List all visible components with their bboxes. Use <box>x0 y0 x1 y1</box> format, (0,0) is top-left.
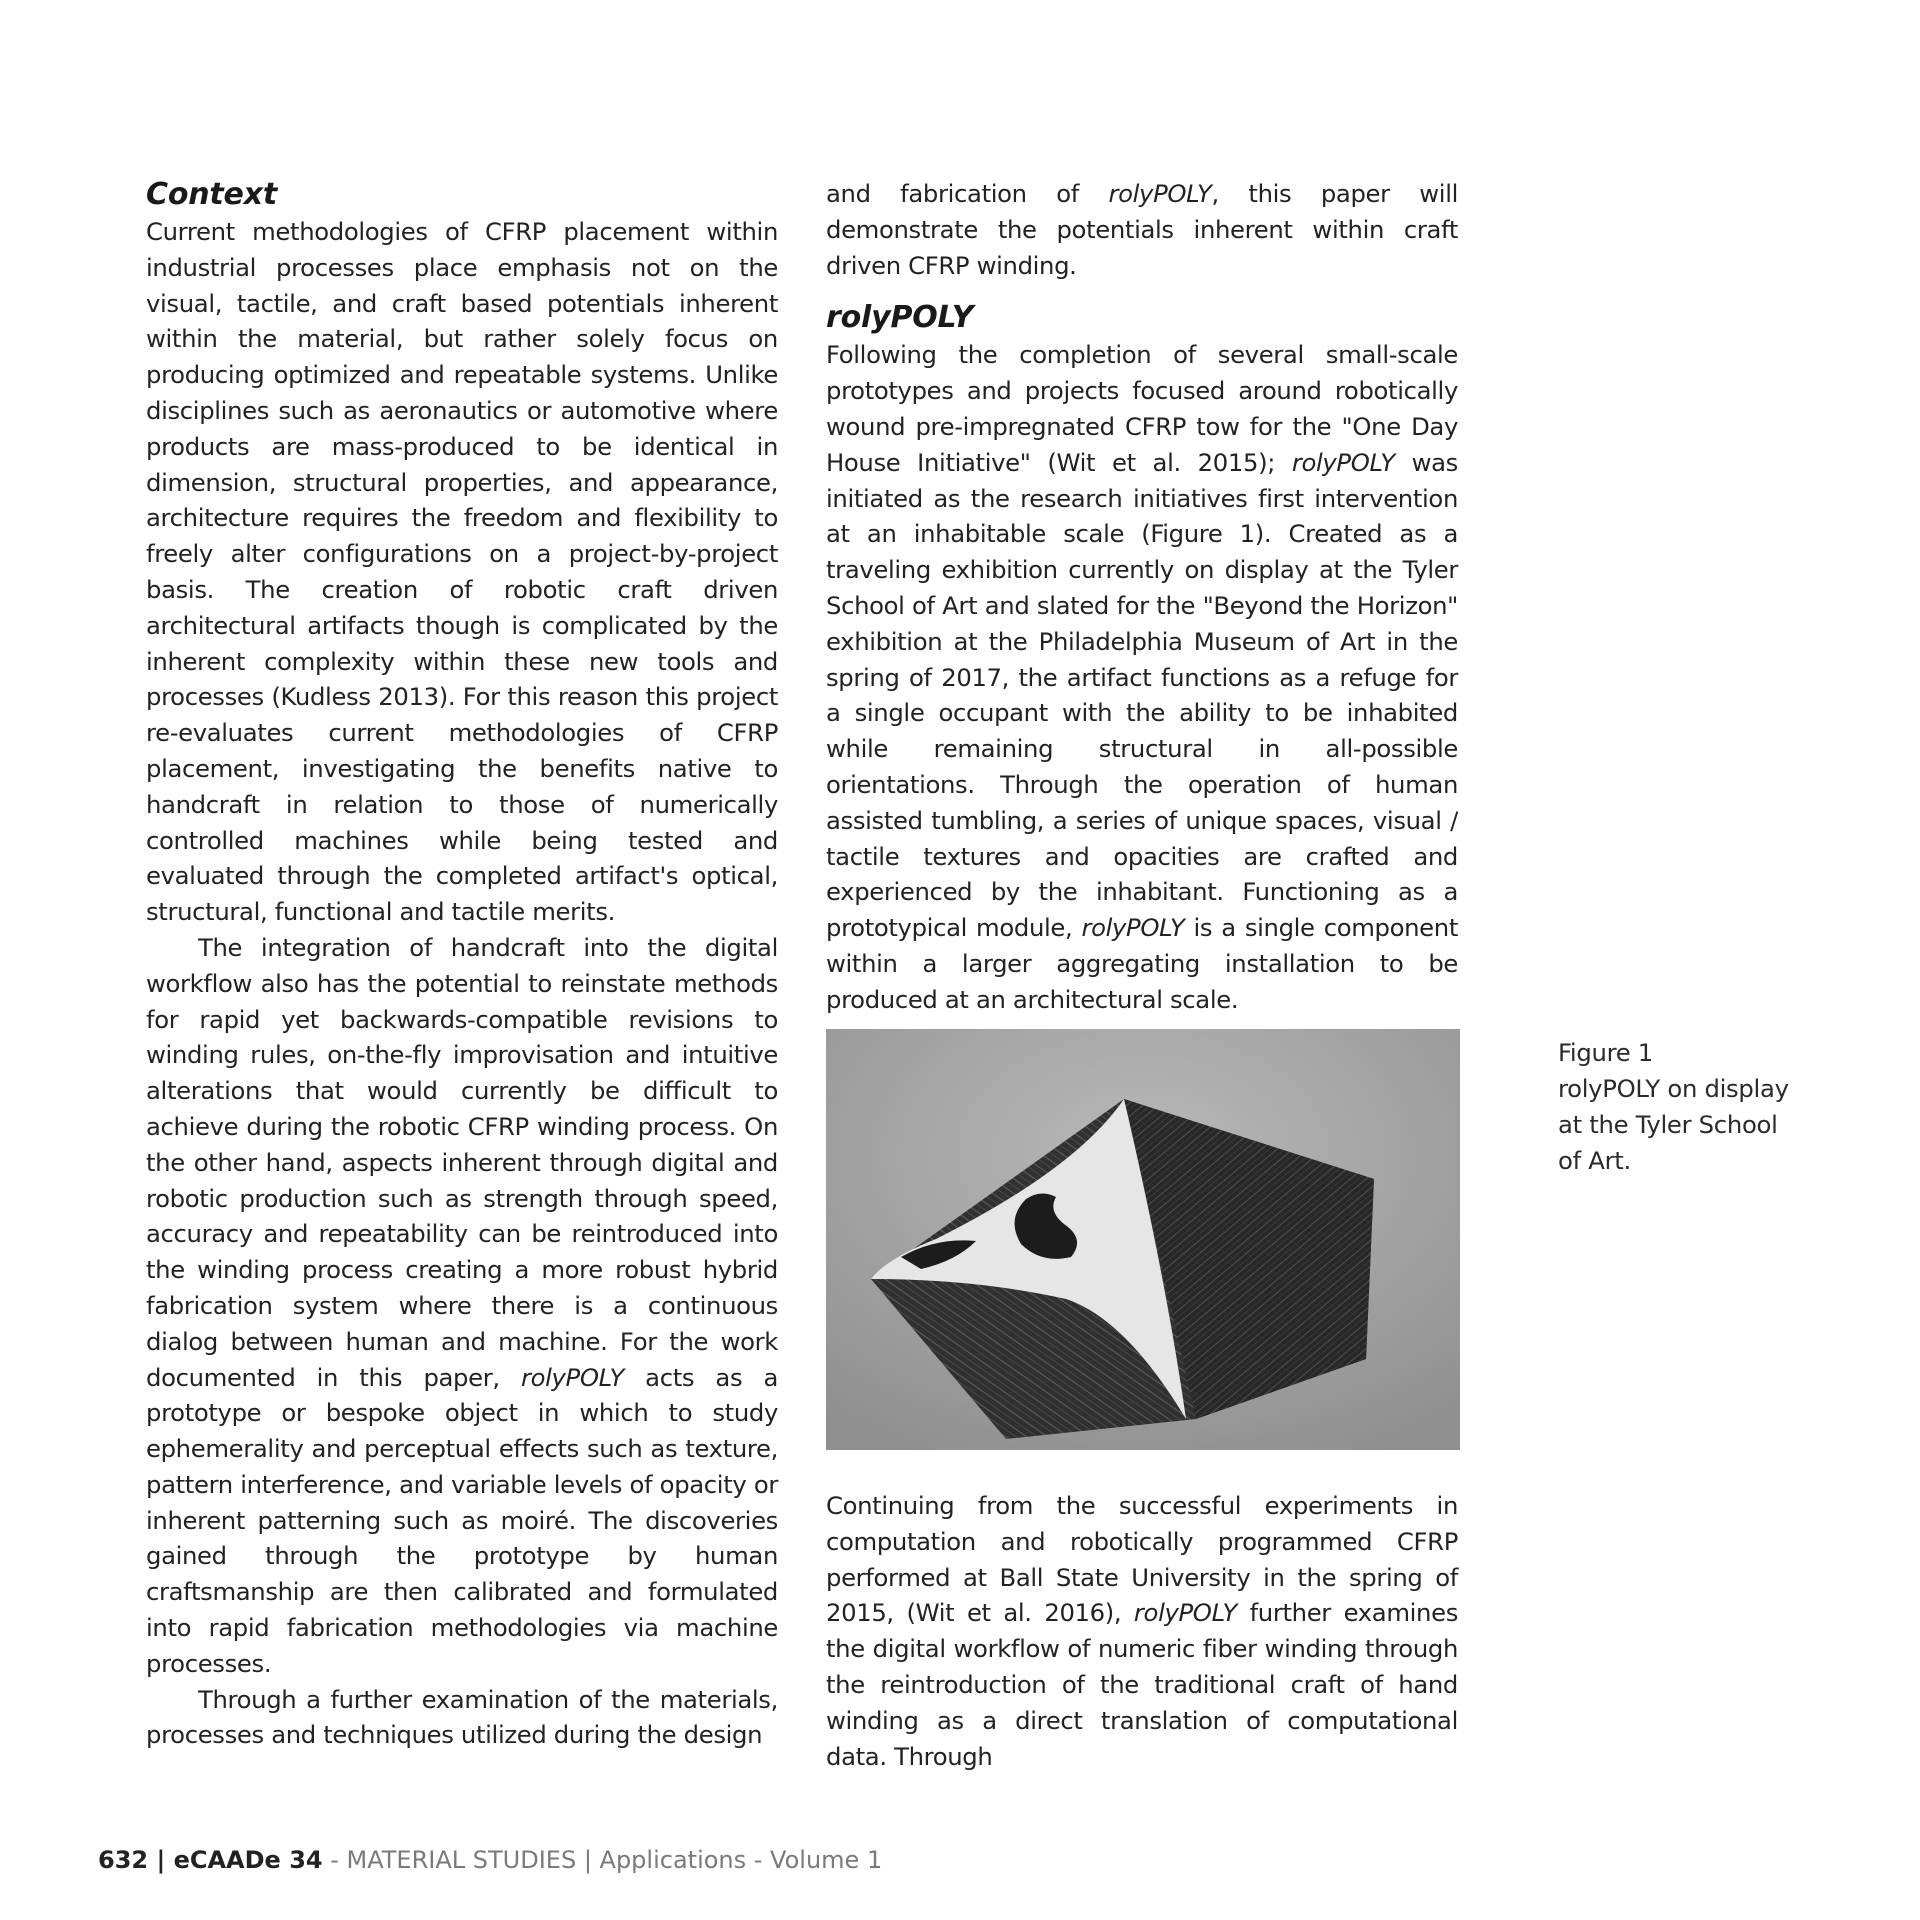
footer-section: - MATERIAL STUDIES | Applications - Volume 1 <box>322 1846 883 1874</box>
rolypoly-paragraph-2 <box>826 1488 1458 1774</box>
italic-project-name: rolyPOLY <box>1081 913 1185 943</box>
page-number: 632 <box>98 1846 149 1874</box>
right-column-continued <box>826 1488 1458 1774</box>
caption-line: at the Tyler School <box>1558 1110 1778 1139</box>
text-span: further examines the digital workflow of numeric fiber winding through the reintroduction of the traditional craft of hand winding as a direct translation of computational data. Through <box>826 1598 1459 1771</box>
text-span: and fabrication of <box>826 179 1109 208</box>
figure-1-caption <box>1558 1035 1818 1179</box>
text-span: , this paper will demonstrate the potentials inherent within craft driven CFRP winding. <box>826 179 1459 280</box>
italic-project-name: rolyPOLY <box>1291 447 1395 477</box>
text-span: is a single component within a larger aggregating installation to be produced at an architectural scale. <box>826 913 1459 1014</box>
italic-project-name: rolyPOLY <box>520 1362 624 1392</box>
page-footer <box>98 1844 882 1876</box>
right-column <box>826 176 1458 1018</box>
context-paragraph-3: Through a further examination of the materials, processes and techniques utilized during the design <box>146 1684 778 1750</box>
section-heading-context: Context <box>146 177 277 212</box>
left-column <box>146 176 778 1753</box>
text-span: acts as a prototype or bespoke object in which to study ephemerality and perceptual effects such as texture, pattern interference, and variable levels of opacity or inherent patterning such as moiré. The discoveries gained through the prototype by human craftsmanship are then calibrated and formulated into rapid fabrication methodologies via machine processes. <box>146 1362 778 1678</box>
italic-project-name: rolyPOLY <box>1108 179 1212 208</box>
figure-1-photo <box>826 1029 1460 1450</box>
text-span: Following the completion of several small-scale prototypes and projects focused around robotically wound pre-impregnated CFRP tow for the "One Day House Initiative" (Wit et al. 2015); <box>826 340 1458 477</box>
text-span: Continuing from the successful experiments in computation and robotically programmed CFRP performed at Ball State University in the spring of 2015, (Wit et al. 2016), <box>826 1491 1458 1628</box>
footer-separator: | <box>148 1846 174 1874</box>
rolypoly-photo-illustration <box>826 1029 1460 1450</box>
context-paragraph-1: Current methodologies of CFRP placement within industrial processes place emphasis not on the visual, tactile, and craft based potentials inherent within the material, but rather solely focus on producing optimized and repeatable systems. Unlike disciplines such as aeronautics or automotive where products are mass-produced to be identical in dimension, structural properties, and appearance, architecture requires the freedom and flexibility to freely alter configurations on a project-by-project basis. The creation of robotic craft driven architectural artifacts though is complicated by the inherent complexity within these new tools and processes (Kudless 2013). For this reason this project re-evaluates current methodologies of CFRP placement, investigating the benefits native to handcraft in relation to those of numerically controlled machines while being tested and evaluated through the completed artifact's optical, structural, functional and tactile merits. <box>146 217 778 927</box>
section-heading-rolypoly: rolyPOLY <box>826 300 974 336</box>
caption-line: of Art. <box>1558 1146 1631 1175</box>
continuation-paragraph <box>826 176 1458 283</box>
text-span: was initiated as the research initiatives first intervention at an inhabitable scale (Figure 1). Created as a traveling exhibition currently on display at the Tyler School of Art and slated for the "Beyond the Horizon" exhibition at the Philadelphia Museum of Art in the spring of 2017, the artifact functions as a refuge for a single occupant with the ability to be inhabited while remaining structural in all-possible orientations. Through the operation of human assisted tumbling, a series of unique spaces, visual / tactile textures and opacities are crafted and experienced by the inhabitant. Functioning as a prototypical module, <box>826 447 1458 943</box>
italic-project-name: rolyPOLY <box>1133 1598 1237 1628</box>
context-paragraph-2 <box>146 930 778 1682</box>
text-span: The integration of handcraft into the digital workflow also has the potential to reinstate methods for rapid yet backwards-compatible revisions to winding rules, on-the-fly improvisation and intuitive alterations that would currently be difficult to achieve during the robotic CFRP winding process. On the other hand, aspects inherent through digital and robotic production such as strength through speed, accuracy and repeatability can be reintroduced into the winding process creating a more robust hybrid fabrication system where there is a continuous dialog between human and machine. For the work documented in this paper, <box>146 932 778 1392</box>
rolypoly-paragraph-1 <box>826 337 1458 1017</box>
caption-label: Figure 1 <box>1558 1038 1653 1067</box>
caption-line: rolyPOLY on display <box>1558 1074 1789 1103</box>
conference-name: eCAADe 34 <box>173 1846 323 1874</box>
